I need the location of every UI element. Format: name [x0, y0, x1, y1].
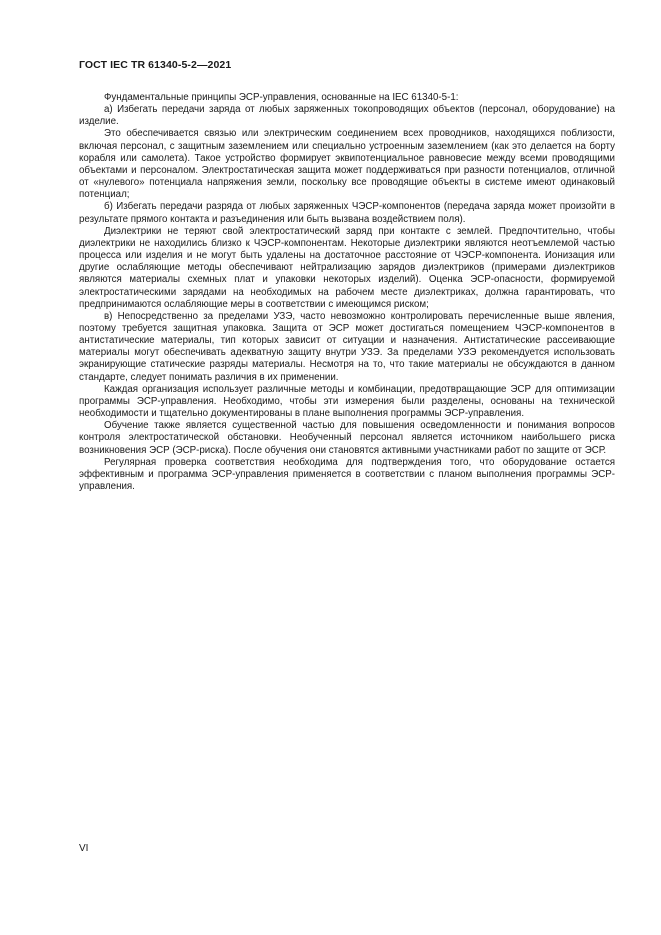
paragraph-dielectrics: Диэлектрики не теряют свой электростатический заряд при контакте с землей. Предпочтительно, чтобы диэлектрики не находились близко к ЧЭСР-компонентам. Некоторые диэлектрики являются неотъемлемой частью процесса или изделия и не могут быть удалены на достаточное расстояние от ЧЭСР-компонента. Ионизация или другие ослабляющие методы обеспечивают нейтрализацию зарядов диэлектриков (примерами диэлектриков являются материалы схемных плат и упаковки некоторых изделий). Оценка ЭСР-опасности, формируемой электростатическими зарядами на необходимых на рабочем месте диэлектриках, должна гарантировать, что предпринимаются ослабляющие меры в соответствии с имеющимся риском; — [79, 225, 615, 310]
paragraph-training: Обучение также является существенной частью для повышения осведомленности и понимания вопросов контроля электростатической обстановки. Необученный персонал является источником наибольшего риска возникновения ЭСР (ЭСР-риска). После обучения они становятся активными участниками работ по защите от ЭСР. — [79, 420, 615, 456]
paragraph-item-b: б) Избегать передачи разряда от любых заряженных ЧЭСР-компонентов (передача заряда может произойти в результате прямого контакта и разъединения или быть вызвана воздействием поля). — [79, 201, 615, 225]
paragraph-compliance-verification: Регулярная проверка соответствия необходима для подтверждения того, что оборудование остается эффективным и программа ЭСР-управления применяется в соответствии с планом выполнения программы ЭСР-управления. — [79, 456, 615, 492]
document-body — [79, 92, 615, 493]
paragraph-item-a: а) Избегать передачи заряда от любых заряженных токопроводящих объектов (персонал, оборудование) на изделие. — [79, 104, 615, 128]
paragraph-organization-methods: Каждая организация использует различные методы и комбинации, предотвращающие ЭСР для оптимизации программы ЭСР-управления. Необходимо, чтобы эти измерения были разделены, основаны на технической необходимости и тщательно документированы в плане выполнения программы ЭСР-управления. — [79, 383, 615, 420]
paragraph-item-a-explanation: Это обеспечивается связью или электрическим соединением всех проводников, находящихся поблизости, включая персонал, с защитным заземлением или специально устроенным заземлением (как это делается на борту корабля или самолета). Такое устройство формирует эквипотенциальное равновесие между всеми проводящими объектами и персоналом. Электростатическая защита может поддерживаться при разности потенциалов, отличной от «нулевого» потенциала напряжения земли, поскольку все проводящие объекты в системе имеют одинаковый потенциал; — [79, 128, 615, 201]
page-number: VI — [79, 843, 89, 854]
paragraph-intro: Фундаментальные принципы ЭСР-управления, основанные на IEC 61340-5-1: — [104, 92, 459, 103]
paragraph-item-c: в) Непосредственно за пределами УЗЭ, часто невозможно контролировать перечисленные выше явления, поэтому требуется защитная упаковка. Защита от ЭСР может достигаться помещением ЧЭСР-компонентов в антистатические материалы, тип которых зависит от ситуации и назначения. Антистатические рассеивающие материалы могут обеспечивать адекватную защиту внутри УЗЭ. За пределами УЗЭ рекомендуется использовать экранирующие статические разряды материалы. Несмотря на то, что такие материалы не обсуждаются в данном стандарте, следует понимать различия в их применении. — [79, 310, 615, 383]
document-header: ГОСТ IEC TR 61340-5-2—2021 — [79, 59, 232, 71]
